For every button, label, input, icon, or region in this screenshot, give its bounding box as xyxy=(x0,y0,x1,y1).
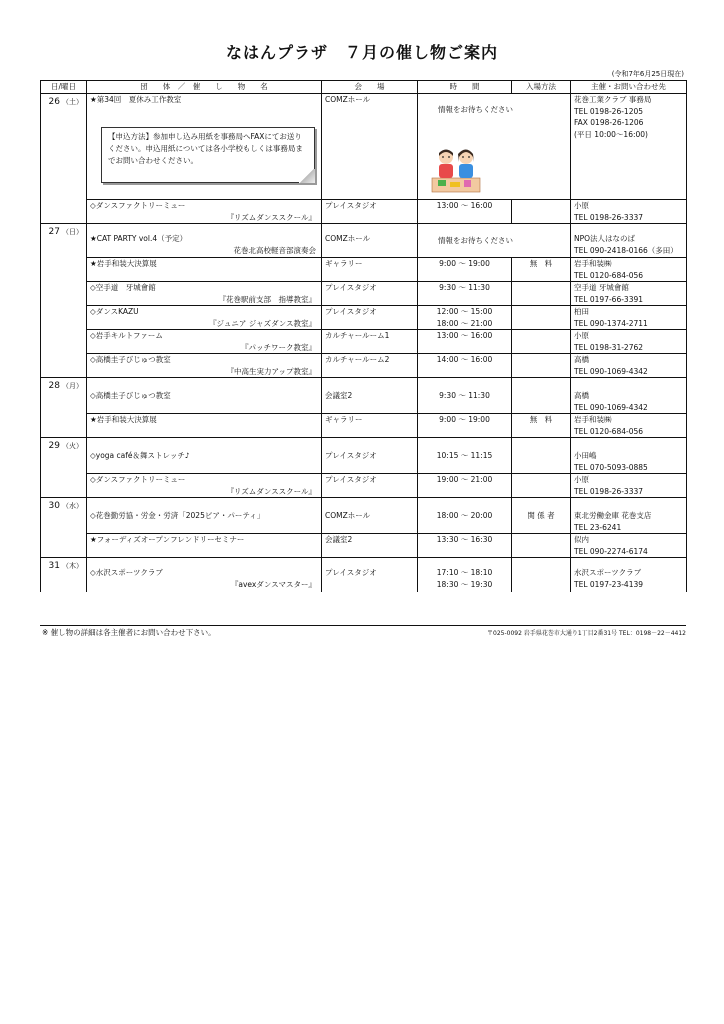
contact: 水沢スポーツクラブ TEL 0197-23-4139 xyxy=(571,558,687,592)
event-name: ◇水沢スポーツクラブ 『avexダンスマスター』 xyxy=(87,558,322,592)
entry xyxy=(512,558,571,592)
contact: 岩手和装㈱ TEL 0120-684-056 xyxy=(571,414,687,438)
event-name: ◇花巻勤労協・労金・労済「2025ビア・パーティ」 xyxy=(87,498,322,534)
event-name: ◇高橋圭子びじゅつ教室 xyxy=(87,378,322,414)
header-time: 時 間 xyxy=(418,81,512,94)
event-name: ★岩手和装大決算展 xyxy=(87,258,322,282)
table-bottom-border xyxy=(40,625,686,626)
contact: 小原 TEL 0198-26-3337 xyxy=(571,200,687,224)
venue: プレイスタジオ xyxy=(322,282,418,306)
time: 13:00 ～ 16:00 xyxy=(418,330,512,354)
contact: 小田嶋 TEL 070-5093-0885 xyxy=(571,438,687,474)
time: 19:00 ～ 21:00 xyxy=(418,474,512,498)
event-name: ◇ダンスファクトリーミュー 『リズムダンススクール』 xyxy=(87,200,322,224)
time: 情報をお待ちください xyxy=(418,224,571,258)
entry xyxy=(512,438,571,474)
as-of-date: (令和7年6月25日現在) xyxy=(611,70,684,78)
venue: ギャラリー xyxy=(322,258,418,282)
time: 9:30 ～ 11:30 xyxy=(418,282,512,306)
entry: 無 料 xyxy=(512,258,571,282)
venue: COMZホール xyxy=(322,498,418,534)
table-row xyxy=(41,378,687,414)
entry xyxy=(512,282,571,306)
table-row xyxy=(41,354,687,378)
header-event: 団 体 ／ 催 し 物 名 xyxy=(87,81,322,94)
event-name: ◇高橋圭子びじゅつ教室 『中高生実力アップ教室』 xyxy=(87,354,322,378)
venue: カルチャールーム1 xyxy=(322,330,418,354)
table-header-row xyxy=(41,81,687,94)
entry: 関 係 者 xyxy=(512,498,571,534)
table-row xyxy=(41,258,687,282)
event-name: ◇ダンスファクトリーミュー 『リズムダンススクール』 xyxy=(87,474,322,498)
event-name: ◇ダンスKAZU 『ジュニア ジャズダンス教室』 xyxy=(87,306,322,330)
time: 9:00 ～ 19:00 xyxy=(418,414,512,438)
contact: NPO法人はなのば TEL 090-2418-0166（多田） xyxy=(571,224,687,258)
contact: 花巻工業クラブ 事務局 TEL 0198-26-1205 FAX 0198-26-1206 (平日 10:00～16:00) xyxy=(571,94,687,200)
venue: 会議室2 xyxy=(322,534,418,558)
entry xyxy=(512,306,571,330)
time: 17:10 ～ 18:10 18:30 ～ 19:30 xyxy=(418,558,512,592)
contact: 空手道 牙城會館 TEL 0197-66-3391 xyxy=(571,282,687,306)
contact: 高橋 TEL 090-1069-4342 xyxy=(571,354,687,378)
contact: 似内 TEL 090-2274-6174 xyxy=(571,534,687,558)
contact: 岩手和装㈱ TEL 0120-684-056 xyxy=(571,258,687,282)
entry: 無 料 xyxy=(512,414,571,438)
venue: ギャラリー xyxy=(322,414,418,438)
date-cell: 26 （土） xyxy=(41,94,87,224)
table-row xyxy=(41,474,687,498)
contact: 高橋 TEL 090-1069-4342 xyxy=(571,378,687,414)
event-name: ◇yoga café＆舞ストレッチ♪ xyxy=(87,438,322,474)
table-row xyxy=(41,414,687,438)
application-notice: 【申込方法】参加申し込み用紙を事務局へFAXにてお送りください。申込用紙については各小学校もしくは事務局までお問い合わせください。 xyxy=(101,127,315,183)
venue: プレイスタジオ xyxy=(322,558,418,592)
time: 13:00 ～ 16:00 xyxy=(418,200,512,224)
table-row xyxy=(41,330,687,354)
header-date: 日/曜日 xyxy=(41,81,87,94)
venue: COMZホール xyxy=(322,224,418,258)
date-cell: 30 （水） xyxy=(41,498,87,558)
children-crafting-illustration xyxy=(430,148,482,194)
time: 14:00 ～ 16:00 xyxy=(418,354,512,378)
page-title: なはんプラザ ７月の催し物ご案内 xyxy=(225,43,498,62)
event-name: ◇岩手キルトファーム 『パッチワーク教室』 xyxy=(87,330,322,354)
address: 〒025-0092 岩手県花巻市大通り1丁目2番31号 TEL：0198－22－4412 xyxy=(487,630,686,637)
time: 9:00 ～ 19:00 xyxy=(418,258,512,282)
contact: 小原 TEL 0198-31-2762 xyxy=(571,330,687,354)
time: 情報をお待ちください xyxy=(418,94,571,200)
entry xyxy=(512,378,571,414)
venue: COMZホール xyxy=(322,94,418,200)
date-cell: 31 （木） xyxy=(41,558,87,592)
time: 12:00 ～ 15:00 18:00 ～ 21:00 xyxy=(418,306,512,330)
header-contact: 主催・お問い合わせ先 xyxy=(571,81,687,94)
time: 18:00 ～ 20:00 xyxy=(418,498,512,534)
table-row xyxy=(41,498,687,534)
page-curl-decoration xyxy=(299,169,315,183)
event-name: ★第34回 夏休み工作教室 xyxy=(87,94,322,200)
venue: プレイスタジオ xyxy=(322,474,418,498)
header-entry: 入場方法 xyxy=(512,81,571,94)
contact: 小原 TEL 0198-26-3337 xyxy=(571,474,687,498)
date-cell: 27 （日） xyxy=(41,224,87,378)
time: 9:30 ～ 11:30 xyxy=(418,378,512,414)
date-cell: 28 （月） xyxy=(41,378,87,438)
entry xyxy=(512,534,571,558)
contact: 柏田 TEL 090-1374-2711 xyxy=(571,306,687,330)
table-row xyxy=(41,282,687,306)
time: 10:15 ～ 11:15 xyxy=(418,438,512,474)
table-row xyxy=(41,200,687,224)
table-row xyxy=(41,558,687,592)
venue: プレイスタジオ xyxy=(322,438,418,474)
table-row xyxy=(41,534,687,558)
entry xyxy=(512,330,571,354)
event-name: ★フォーディズオープンフレンドリーセミナー xyxy=(87,534,322,558)
table-row xyxy=(41,224,687,258)
venue: カルチャールーム2 xyxy=(322,354,418,378)
table-row xyxy=(41,438,687,474)
time: 13:30 ～ 16:30 xyxy=(418,534,512,558)
header-venue: 会 場 xyxy=(322,81,418,94)
entry xyxy=(512,474,571,498)
event-name: ★岩手和装大決算展 xyxy=(87,414,322,438)
event-name: ★CAT PARTY vol.4（予定） 花巻北高校軽音部演奏会 xyxy=(87,224,322,258)
entry xyxy=(512,200,571,224)
table-row xyxy=(41,306,687,330)
contact: 東北労働金庫 花巻支店 TEL 23-6241 xyxy=(571,498,687,534)
venue: プレイスタジオ xyxy=(322,200,418,224)
event-name: ◇空手道 牙城會館 『花巻駅前支部 指導教室』 xyxy=(87,282,322,306)
venue: プレイスタジオ xyxy=(322,306,418,330)
date-cell: 29 （火） xyxy=(41,438,87,498)
footnote: ※ 催し物の詳細は各主催者にお問い合わせ下さい。 xyxy=(42,628,216,637)
venue: 会議室2 xyxy=(322,378,418,414)
entry xyxy=(512,354,571,378)
